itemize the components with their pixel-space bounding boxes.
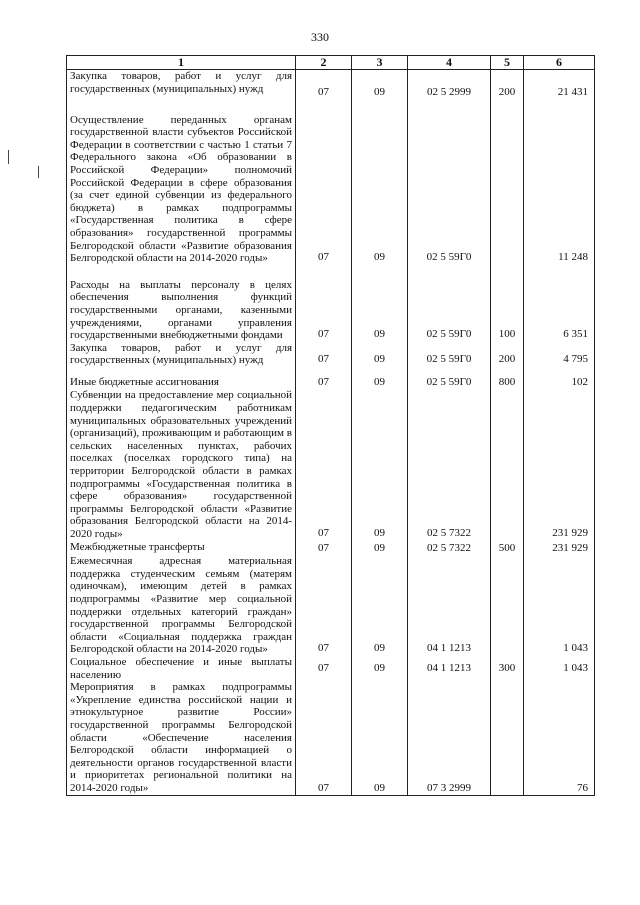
cell-expense-type: 100: [491, 265, 524, 342]
cell-section: 07: [296, 555, 352, 656]
cell-amount: 76: [524, 681, 595, 796]
table-row: [67, 555, 595, 656]
cell-section: 07: [296, 681, 352, 796]
row-description: Иные бюджетные ассигнования: [67, 367, 296, 390]
column-header: 3: [352, 56, 408, 70]
cell-expense-type: 200: [491, 342, 524, 367]
cell-target-code: 02 5 7322: [408, 389, 491, 540]
column-header: 5: [491, 56, 524, 70]
row-description: Субвенции на предоставление мер социальной поддержки педагогическим работникам муниципальных образовательных учреждений (организаций), проживающим и работающим в сельских населенных пунктах, рабочих поселках (поселках городского типа) на территории Белгородской области в рамках подпрограммы «Государственная политика в сфере образования» государственной программы Белгородской области «Развитие образования Белгородской области на 2014-2020 годы»: [67, 389, 296, 540]
cell-amount: 231 929: [524, 541, 595, 556]
cell-section: 07: [296, 389, 352, 540]
cell-subsection: 09: [352, 681, 408, 796]
cell-section: 07: [296, 541, 352, 556]
cell-subsection: 09: [352, 389, 408, 540]
cell-target-code: 02 5 59Г0: [408, 265, 491, 342]
cell-subsection: 09: [352, 265, 408, 342]
cell-expense-type: [491, 100, 524, 265]
table-row: [67, 681, 595, 796]
table-row: [67, 541, 595, 556]
row-description: Социальное обеспечение и иные выплаты населению: [67, 656, 296, 681]
cell-expense-type: 300: [491, 656, 524, 681]
cell-section: 07: [296, 265, 352, 342]
cell-expense-type: [491, 555, 524, 656]
column-header: 1: [67, 56, 296, 70]
row-description: Межбюджетные трансферты: [67, 541, 296, 556]
cell-subsection: 09: [352, 70, 408, 100]
cell-target-code: 04 1 1213: [408, 555, 491, 656]
row-description: Закупка товаров, работ и услуг для государственных (муниципальных) нужд: [67, 70, 296, 100]
column-header: 4: [408, 56, 491, 70]
cell-expense-type: 800: [491, 367, 524, 390]
cell-target-code: 02 5 2999: [408, 70, 491, 100]
cell-section: 07: [296, 342, 352, 367]
table-row: [67, 100, 595, 265]
row-description: Ежемесячная адресная материальная поддержка студенческим семьям (матерям одиночкам), имеющим детей в рамках подпрограммы «Развитие мер социальной поддержки отдельных категорий граждан» государственной программы Белгородской области «Социальная поддержка граждан Белгородской области на 2014-2020 годы»: [67, 555, 296, 656]
cell-subsection: 09: [352, 555, 408, 656]
row-description: Закупка товаров, работ и услуг для государственных (муниципальных) нужд: [67, 342, 296, 367]
cell-target-code: 07 3 2999: [408, 681, 491, 796]
cell-target-code: 04 1 1213: [408, 656, 491, 681]
table-row: [67, 342, 595, 367]
table-row: [67, 367, 595, 390]
cell-section: 07: [296, 70, 352, 100]
cell-section: 07: [296, 367, 352, 390]
table-row: [67, 265, 595, 342]
cell-amount: 1 043: [524, 555, 595, 656]
cell-subsection: 09: [352, 100, 408, 265]
budget-table: [66, 55, 595, 796]
page-number: 330: [311, 30, 329, 44]
cell-subsection: 09: [352, 541, 408, 556]
cell-target-code: 02 5 59Г0: [408, 342, 491, 367]
cell-expense-type: [491, 681, 524, 796]
cell-amount: 6 351: [524, 265, 595, 342]
cell-amount: 4 795: [524, 342, 595, 367]
header-row: [67, 56, 595, 70]
cell-amount: 102: [524, 367, 595, 390]
row-description: Осуществление переданных органам государственной власти субъектов Российской Федерации в соответствии с частью 1 статьи 7 Федерального закона «Об образовании в Российской Федерации» полномочий Российской Федерации в сфере образования (за счет единой субвенции из федерального бюджета) в рамках подпрограммы «Государственная политика в сфере образования» государственной программы Белгородской области «Развитие образования Белгородской области на 2014-2020 годы»: [67, 100, 296, 265]
row-description: Расходы на выплаты персоналу в целях обеспечения выполнения функций государственными органами, казенными учреждениями, органами управления государственными внебюджетными фондами: [67, 265, 296, 342]
column-header: 6: [524, 56, 595, 70]
table-row: [67, 70, 595, 100]
cell-target-code: 02 5 59Г0: [408, 367, 491, 390]
row-description: Мероприятия в рамках подпрограммы «Укрепление единства российской нации и этнокультурное развитие России» государственной программы Белгородской области «Обеспечение населения Белгородской области информацией о деятельности органов государственной власти и приоритетах региональной политики на 2014-2020 годы»: [67, 681, 296, 796]
cell-expense-type: [491, 389, 524, 540]
cell-target-code: 02 5 59Г0: [408, 100, 491, 265]
cell-expense-type: 500: [491, 541, 524, 556]
cell-amount: 1 043: [524, 656, 595, 681]
cell-subsection: 09: [352, 367, 408, 390]
cell-amount: 21 431: [524, 70, 595, 100]
cell-subsection: 09: [352, 656, 408, 681]
cell-amount: 231 929: [524, 389, 595, 540]
cell-amount: 11 248: [524, 100, 595, 265]
cell-section: 07: [296, 100, 352, 265]
cell-section: 07: [296, 656, 352, 681]
cell-subsection: 09: [352, 342, 408, 367]
table-row: [67, 656, 595, 681]
table-row: [67, 389, 595, 540]
column-header: 2: [296, 56, 352, 70]
cell-expense-type: 200: [491, 70, 524, 100]
cell-target-code: 02 5 7322: [408, 541, 491, 556]
